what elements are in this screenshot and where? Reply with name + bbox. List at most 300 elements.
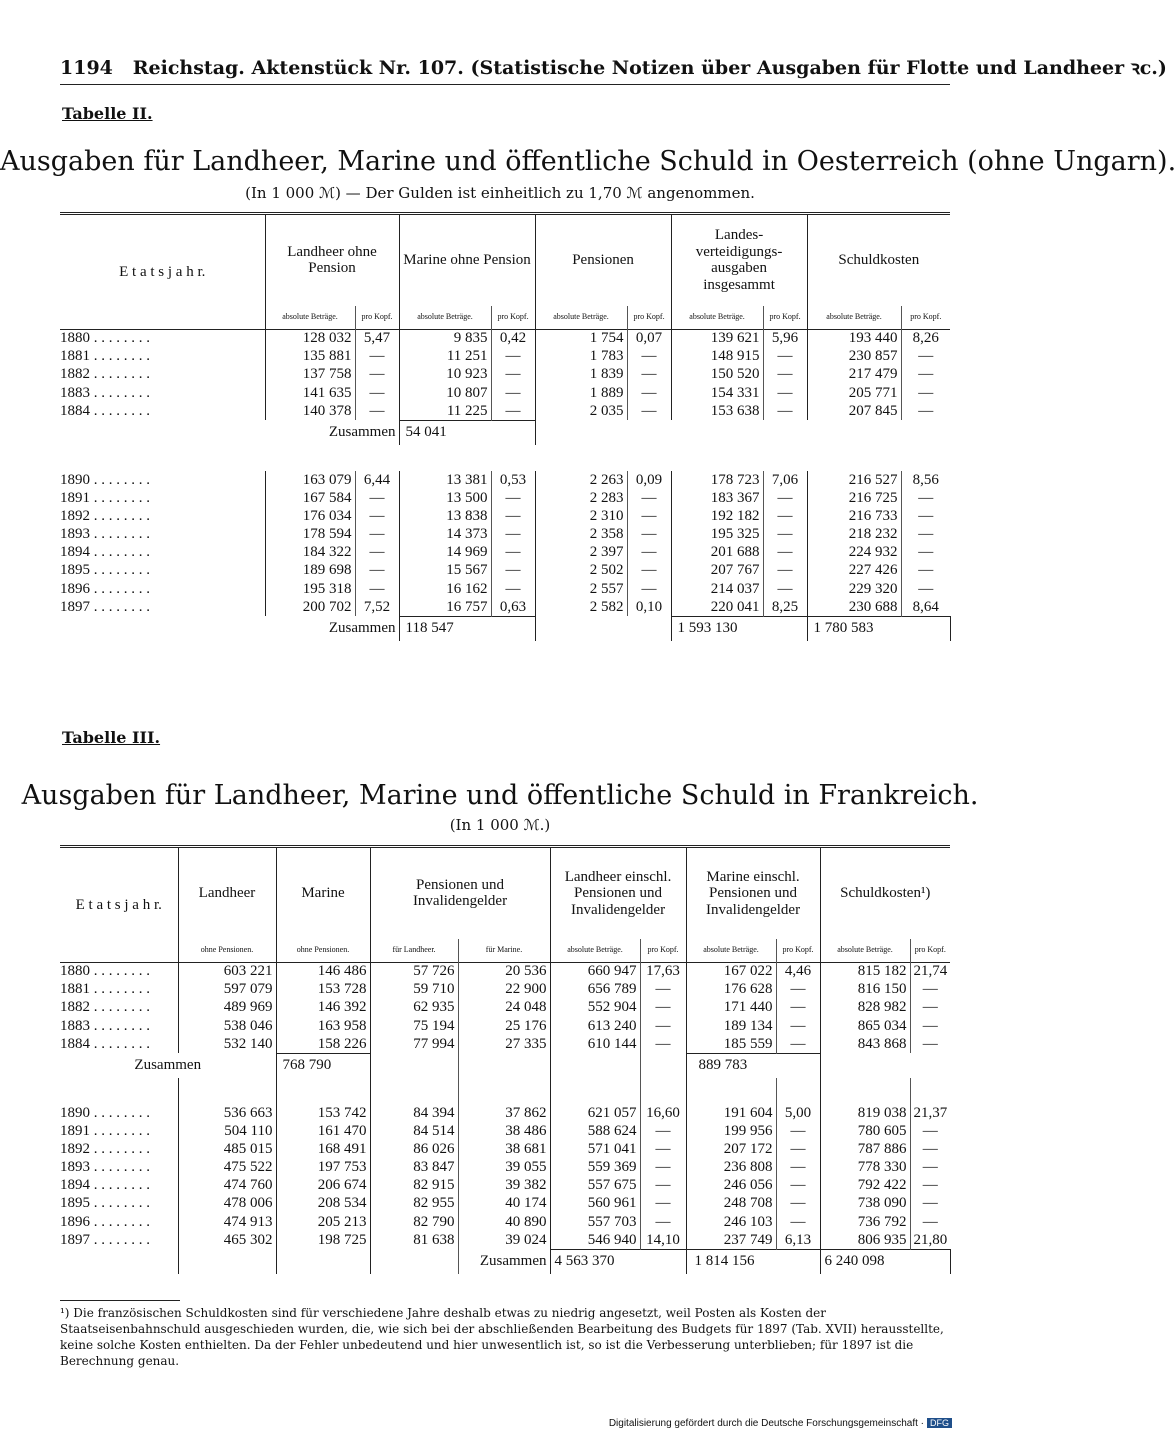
year-cell: 1891 . . . . . . . . bbox=[60, 1122, 178, 1140]
table-row bbox=[60, 981, 950, 999]
schuld-value: 780 605 bbox=[820, 1122, 910, 1140]
header-rule bbox=[60, 84, 950, 85]
page-number: 1194 bbox=[60, 57, 113, 79]
schuld-value: 865 034 bbox=[820, 1017, 910, 1035]
schuld-value: 792 422 bbox=[820, 1177, 910, 1195]
table2-group-2 bbox=[60, 471, 950, 617]
landheer-einschl-value: 613 240 bbox=[550, 1017, 640, 1035]
table-row bbox=[60, 1177, 950, 1195]
marine-einschl-value: 171 440 bbox=[686, 999, 776, 1017]
marine-value: 16 162 bbox=[399, 580, 491, 598]
schuld-per-capita: — bbox=[922, 981, 938, 998]
table2 bbox=[60, 212, 951, 641]
table-row bbox=[60, 1213, 950, 1231]
pension-landheer-value: 82 790 bbox=[370, 1213, 458, 1231]
pension-landheer-value: 77 994 bbox=[370, 1035, 458, 1053]
schuld-value: 218 232 bbox=[807, 526, 901, 544]
schuld-per-capita: 8,26 bbox=[912, 330, 939, 347]
landheer-einschl-header: Landheer einschl. Pensionen und Invalidengelder bbox=[550, 847, 686, 939]
marine-value: 11 225 bbox=[399, 402, 491, 420]
landheer-value: 474 913 bbox=[178, 1213, 276, 1231]
marine-value: 198 725 bbox=[276, 1231, 370, 1249]
landheer-value: 504 110 bbox=[178, 1122, 276, 1140]
landheer-einschl-value: 571 041 bbox=[550, 1140, 640, 1158]
landheer-einschl-per-capita: — bbox=[640, 1213, 686, 1231]
marine-einschl-value: 237 749 bbox=[686, 1231, 776, 1249]
pensionen-value: 2 582 bbox=[535, 598, 627, 616]
schuld-per-capita: — bbox=[918, 507, 934, 524]
landheer-einschl-value: 660 947 bbox=[550, 963, 640, 981]
pensionen-per-capita: — bbox=[627, 489, 671, 507]
year-header: E t a t s j a h r. bbox=[60, 847, 178, 963]
pensionen-value: 2 557 bbox=[535, 580, 627, 598]
landheer-value: 536 663 bbox=[178, 1104, 276, 1122]
dfg-logo-icon: DFG bbox=[927, 1418, 952, 1428]
landes-per-capita: 5,96 bbox=[763, 330, 807, 348]
landes-per-capita: — bbox=[763, 366, 807, 384]
year-cell: 1883 . . . . . . . . bbox=[60, 1017, 178, 1035]
landes-value: 178 723 bbox=[671, 471, 763, 489]
marine-per-capita: — bbox=[491, 402, 535, 420]
year-cell: 1892 . . . . . . . . bbox=[60, 507, 265, 525]
pro-subheader: pro Kopf. bbox=[627, 306, 671, 330]
schuld-value: 828 982 bbox=[820, 999, 910, 1017]
year-cell: 1894 . . . . . . . . bbox=[60, 544, 265, 562]
schuld-per-capita: 21,80 bbox=[913, 1231, 948, 1248]
pension-marine-value: 38 486 bbox=[458, 1122, 550, 1140]
table-row bbox=[60, 999, 950, 1017]
landheer-einschl-per-capita: 17,63 bbox=[640, 963, 686, 981]
schuld-value: 216 733 bbox=[807, 507, 901, 525]
marine-einschl-per-capita: — bbox=[776, 1122, 820, 1140]
pension-landheer-value: 57 726 bbox=[370, 963, 458, 981]
pension-landheer-value: 83 847 bbox=[370, 1159, 458, 1177]
schuld-per-capita: — bbox=[922, 1159, 938, 1176]
landheer-per-capita: — bbox=[355, 366, 399, 384]
table3-subtitle: (In 1 000 ℳ.) bbox=[449, 816, 551, 834]
landheer-header: Landheer ohne Pension bbox=[265, 214, 399, 306]
pension-landheer-value: 84 394 bbox=[370, 1104, 458, 1122]
marine-einschl-value: 185 559 bbox=[686, 1035, 776, 1053]
abs-subheader: absolute Beträge. bbox=[265, 306, 355, 330]
pension-landheer-value: 62 935 bbox=[370, 999, 458, 1017]
landheer-einschl-value: 610 144 bbox=[550, 1035, 640, 1053]
schuld-value: 193 440 bbox=[807, 330, 901, 348]
landheer-einschl-per-capita: — bbox=[640, 1017, 686, 1035]
marine-einschl-per-capita: — bbox=[776, 1159, 820, 1177]
landheer-value: 140 378 bbox=[265, 402, 355, 420]
landheer-per-capita: — bbox=[355, 580, 399, 598]
pro-subheader: pro Kopf. bbox=[914, 944, 946, 954]
schuld-per-capita: — bbox=[918, 384, 934, 401]
marine-value: 15 567 bbox=[399, 562, 491, 580]
marine-value: 168 491 bbox=[276, 1140, 370, 1158]
pensionen-value: 2 035 bbox=[535, 402, 627, 420]
pension-marine-value: 25 176 bbox=[458, 1017, 550, 1035]
year-cell: 1895 . . . . . . . . bbox=[60, 562, 265, 580]
table3-total-le: 4 563 370 bbox=[550, 1249, 686, 1274]
pensionen-header: Pensionen bbox=[535, 214, 671, 306]
total-label: Zusammen bbox=[60, 420, 399, 445]
running-title: Reichstag. Aktenstück Nr. 107. (Statistische Notizen über Ausgaben für Flotte und Landheer ꝛc.) bbox=[132, 57, 1167, 79]
landheer-einschl-per-capita: — bbox=[640, 999, 686, 1017]
landheer-per-capita: — bbox=[355, 489, 399, 507]
pensionen-per-capita: — bbox=[627, 507, 671, 525]
footnote: ¹) Die französischen Schuldkosten sind für verschiedene Jahre deshalb etwas zu niedrig angesetzt, weil Posten als Kosten der Staatseisenbahnschuld ausgeschieden wurden, die, wie sich bei der abschließenden Bearbeitung des Budgets für 1897 (Tab. XVII) herausstellte, keine solche Kosten enthielten. Da der Fehler unbedeutend und hier unwesentlich ist, so ist die Verbesserung unterblieben; für 1897 ist die Berechnung genau. bbox=[60, 1306, 944, 1368]
schuld-per-capita: — bbox=[922, 1195, 938, 1212]
marine-einschl-per-capita: — bbox=[776, 1195, 820, 1213]
marine-einschl-value: 248 708 bbox=[686, 1195, 776, 1213]
pensionen-value: 2 310 bbox=[535, 507, 627, 525]
landheer-value: 485 015 bbox=[178, 1140, 276, 1158]
schuld-value: 816 150 bbox=[820, 981, 910, 999]
marine-einschl-per-capita: — bbox=[776, 1017, 820, 1035]
schuld-value: 216 725 bbox=[807, 489, 901, 507]
landes-per-capita: — bbox=[763, 384, 807, 402]
fuer-landheer-subheader: für Landheer. bbox=[370, 939, 458, 963]
schuld-value: 207 845 bbox=[807, 402, 901, 420]
abs-subheader: absolute Beträge. bbox=[535, 306, 627, 330]
landheer-einschl-per-capita: — bbox=[640, 1035, 686, 1053]
landes-per-capita: — bbox=[763, 526, 807, 544]
landheer-einschl-per-capita: — bbox=[640, 1140, 686, 1158]
schuld-value: 216 527 bbox=[807, 471, 901, 489]
year-cell: 1896 . . . . . . . . bbox=[60, 580, 265, 598]
footnote-rule bbox=[60, 1300, 180, 1301]
landes-value: 192 182 bbox=[671, 507, 763, 525]
table-row bbox=[60, 471, 950, 489]
marine-value: 153 742 bbox=[276, 1104, 370, 1122]
pro-subheader: pro Kopf. bbox=[640, 939, 686, 963]
marine-value: 11 251 bbox=[399, 348, 491, 366]
marine-value: 208 534 bbox=[276, 1195, 370, 1213]
table2-total-row-2 bbox=[60, 616, 950, 641]
landes-per-capita: — bbox=[763, 507, 807, 525]
year-cell: 1880 . . . . . . . . bbox=[60, 963, 178, 981]
schuld-value: 227 426 bbox=[807, 562, 901, 580]
landes-per-capita: — bbox=[763, 402, 807, 420]
marine-einschl-value: 191 604 bbox=[686, 1104, 776, 1122]
year-cell: 1890 . . . . . . . . bbox=[60, 1104, 178, 1122]
table3-title: Ausgaben für Landheer, Marine und öffentliche Schuld in Frankreich. bbox=[21, 780, 979, 811]
total-label: Zusammen bbox=[60, 616, 399, 641]
pro-subheader: pro Kopf. bbox=[355, 306, 399, 330]
year-cell: 1884 . . . . . . . . bbox=[60, 1035, 178, 1053]
schuld-per-capita: — bbox=[918, 544, 934, 561]
pensionen-per-capita: — bbox=[627, 544, 671, 562]
schuld-per-capita: 8,56 bbox=[912, 471, 939, 488]
landes-value: 195 325 bbox=[671, 526, 763, 544]
year-cell: 1897 . . . . . . . . bbox=[60, 598, 265, 616]
pensionen-value: 2 502 bbox=[535, 562, 627, 580]
landheer-header: Landheer bbox=[178, 847, 276, 939]
table3-total-marine: 768 790 bbox=[276, 1053, 370, 1078]
landheer-per-capita: — bbox=[355, 348, 399, 366]
table-row bbox=[60, 402, 950, 420]
abs-subheader: absolute Beträge. bbox=[671, 306, 763, 330]
pensionen-value: 2 283 bbox=[535, 489, 627, 507]
schuld-value: 738 090 bbox=[820, 1195, 910, 1213]
marine-per-capita: — bbox=[491, 562, 535, 580]
landheer-per-capita: — bbox=[355, 526, 399, 544]
marine-per-capita: 0,63 bbox=[491, 598, 535, 616]
pension-marine-value: 24 048 bbox=[458, 999, 550, 1017]
landheer-value: 178 594 bbox=[265, 526, 355, 544]
table-row bbox=[60, 1104, 950, 1122]
pro-subheader: pro Kopf. bbox=[491, 306, 535, 330]
schuld-value: 224 932 bbox=[807, 544, 901, 562]
total-label: Zusammen bbox=[458, 1249, 550, 1274]
landes-per-capita: — bbox=[763, 562, 807, 580]
credit-text: Digitalisierung gefördert durch die Deutsche Forschungsgemeinschaft · bbox=[608, 1418, 924, 1429]
marine-einschl-value: 246 103 bbox=[686, 1213, 776, 1231]
year-cell: 1890 . . . . . . . . bbox=[60, 471, 265, 489]
table-row bbox=[60, 562, 950, 580]
table-row bbox=[60, 1159, 950, 1177]
pension-marine-value: 40 890 bbox=[458, 1213, 550, 1231]
landheer-value: 200 702 bbox=[265, 598, 355, 616]
pensionen-per-capita: 0,07 bbox=[627, 330, 671, 348]
table-row bbox=[60, 507, 950, 525]
marine-value: 146 486 bbox=[276, 963, 370, 981]
pensionen-per-capita: — bbox=[627, 384, 671, 402]
marine-per-capita: — bbox=[491, 366, 535, 384]
pension-marine-value: 38 681 bbox=[458, 1140, 550, 1158]
marine-value: 10 923 bbox=[399, 366, 491, 384]
table3-group-2 bbox=[60, 1104, 950, 1250]
schuld-value: 806 935 bbox=[820, 1231, 910, 1249]
pension-marine-value: 40 174 bbox=[458, 1195, 550, 1213]
landheer-value: 135 881 bbox=[265, 348, 355, 366]
pension-landheer-value: 82 915 bbox=[370, 1177, 458, 1195]
table-row bbox=[60, 489, 950, 507]
pensionen-value: 2 358 bbox=[535, 526, 627, 544]
landheer-value: 475 522 bbox=[178, 1159, 276, 1177]
marine-einschl-value: 246 056 bbox=[686, 1177, 776, 1195]
schuld-per-capita: — bbox=[918, 489, 934, 506]
landes-value: 154 331 bbox=[671, 384, 763, 402]
marine-value: 161 470 bbox=[276, 1122, 370, 1140]
landheer-einschl-value: 621 057 bbox=[550, 1104, 640, 1122]
landheer-value: 603 221 bbox=[178, 963, 276, 981]
year-cell: 1883 . . . . . . . . bbox=[60, 384, 265, 402]
landesverteidigung-header: Landes-verteidigungs-ausgaben insgesammt bbox=[671, 214, 807, 306]
total-label: Zusammen bbox=[60, 1053, 276, 1078]
ohne-subheader: ohne Pensionen. bbox=[178, 939, 276, 963]
landheer-einschl-value: 588 624 bbox=[550, 1122, 640, 1140]
marine-value: 205 213 bbox=[276, 1213, 370, 1231]
marine-einschl-per-capita: — bbox=[776, 1140, 820, 1158]
abs-subheader: absolute Beträge. bbox=[807, 306, 901, 330]
year-cell: 1882 . . . . . . . . bbox=[60, 366, 265, 384]
pension-landheer-value: 75 194 bbox=[370, 1017, 458, 1035]
marine-per-capita: — bbox=[491, 384, 535, 402]
landheer-einschl-per-capita: — bbox=[640, 1195, 686, 1213]
schuld-per-capita: — bbox=[922, 1017, 938, 1034]
marine-per-capita: 0,42 bbox=[491, 330, 535, 348]
marine-value: 153 728 bbox=[276, 981, 370, 999]
table-row bbox=[60, 330, 950, 348]
table2-group-1 bbox=[60, 330, 950, 421]
pro-subheader: pro Kopf. bbox=[776, 939, 820, 963]
schuld-value: 230 688 bbox=[807, 598, 901, 616]
landheer-einschl-value: 560 961 bbox=[550, 1195, 640, 1213]
schuld-value: 217 479 bbox=[807, 366, 901, 384]
landheer-value: 141 635 bbox=[265, 384, 355, 402]
marine-einschl-per-capita: 5,00 bbox=[776, 1104, 820, 1122]
marine-einschl-value: 167 022 bbox=[686, 963, 776, 981]
landheer-value: 538 046 bbox=[178, 1017, 276, 1035]
landes-value: 153 638 bbox=[671, 402, 763, 420]
marine-value: 13 500 bbox=[399, 489, 491, 507]
table3-total-row-1 bbox=[60, 1053, 950, 1078]
schuld-per-capita: — bbox=[918, 348, 934, 365]
schuldkosten-header: Schuldkosten¹) bbox=[840, 885, 931, 901]
table-row bbox=[60, 1231, 950, 1249]
marine-einschl-value: 189 134 bbox=[686, 1017, 776, 1035]
schuld-per-capita: — bbox=[918, 402, 934, 419]
landes-value: 139 621 bbox=[671, 330, 763, 348]
marine-per-capita: — bbox=[491, 348, 535, 366]
table3-total-schuld: 6 240 098 bbox=[820, 1249, 950, 1274]
landheer-einschl-per-capita: — bbox=[640, 981, 686, 999]
pension-landheer-value: 84 514 bbox=[370, 1122, 458, 1140]
table2-total-schuld: 1 780 583 bbox=[807, 616, 950, 641]
landheer-einschl-value: 656 789 bbox=[550, 981, 640, 999]
landheer-per-capita: 7,52 bbox=[355, 598, 399, 616]
schuld-value: 736 792 bbox=[820, 1213, 910, 1231]
schuld-value: 819 038 bbox=[820, 1104, 910, 1122]
marine-einschl-per-capita: — bbox=[776, 999, 820, 1017]
pensionen-value: 2 397 bbox=[535, 544, 627, 562]
year-cell: 1895 . . . . . . . . bbox=[60, 1195, 178, 1213]
schuldkosten-header: Schuldkosten bbox=[838, 252, 920, 268]
marine-value: 13 838 bbox=[399, 507, 491, 525]
schuld-per-capita: — bbox=[918, 366, 934, 383]
table3-label: Tabelle III. bbox=[62, 728, 161, 747]
schuld-per-capita: — bbox=[922, 1140, 938, 1157]
marine-per-capita: — bbox=[491, 507, 535, 525]
marine-value: 206 674 bbox=[276, 1177, 370, 1195]
abs-subheader: absolute Beträge. bbox=[686, 939, 776, 963]
landheer-value: 478 006 bbox=[178, 1195, 276, 1213]
landheer-per-capita: — bbox=[355, 402, 399, 420]
landheer-value: 176 034 bbox=[265, 507, 355, 525]
landes-per-capita: — bbox=[763, 489, 807, 507]
marine-einschl-value: 176 628 bbox=[686, 981, 776, 999]
landes-per-capita: 7,06 bbox=[763, 471, 807, 489]
landheer-einschl-value: 557 675 bbox=[550, 1177, 640, 1195]
table-row bbox=[60, 598, 950, 616]
table2-total-row-1 bbox=[60, 420, 950, 445]
landheer-value: 474 760 bbox=[178, 1177, 276, 1195]
landes-value: 183 367 bbox=[671, 489, 763, 507]
schuld-per-capita: — bbox=[922, 1035, 938, 1052]
pro-subheader: pro Kopf. bbox=[763, 306, 807, 330]
year-cell: 1893 . . . . . . . . bbox=[60, 1159, 178, 1177]
marine-per-capita: — bbox=[491, 489, 535, 507]
pension-landheer-value: 86 026 bbox=[370, 1140, 458, 1158]
year-cell: 1882 . . . . . . . . bbox=[60, 999, 178, 1017]
marine-value: 9 835 bbox=[399, 330, 491, 348]
ohne-subheader: ohne Pensionen. bbox=[276, 939, 370, 963]
schuld-per-capita: — bbox=[922, 1213, 938, 1230]
schuld-value: 230 857 bbox=[807, 348, 901, 366]
schuld-per-capita: 21,37 bbox=[913, 1104, 948, 1121]
landheer-einschl-per-capita: — bbox=[640, 1122, 686, 1140]
marine-einschl-per-capita: 6,13 bbox=[776, 1231, 820, 1249]
landheer-einschl-value: 552 904 bbox=[550, 999, 640, 1017]
year-cell: 1880 . . . . . . . . bbox=[60, 330, 265, 348]
marine-per-capita: — bbox=[491, 544, 535, 562]
schuld-value: 205 771 bbox=[807, 384, 901, 402]
schuld-per-capita: 8,64 bbox=[912, 598, 939, 615]
table-row bbox=[60, 1122, 950, 1140]
landes-per-capita: — bbox=[763, 580, 807, 598]
landheer-value: 184 322 bbox=[265, 544, 355, 562]
pension-group-header: Pensionen und Invalidengelder bbox=[370, 847, 550, 939]
table-row bbox=[60, 1195, 950, 1213]
marine-einschl-per-capita: — bbox=[776, 1177, 820, 1195]
marine-per-capita: — bbox=[491, 526, 535, 544]
landes-value: 207 767 bbox=[671, 562, 763, 580]
marine-einschl-value: 207 172 bbox=[686, 1140, 776, 1158]
landes-value: 148 915 bbox=[671, 348, 763, 366]
pension-marine-value: 39 382 bbox=[458, 1177, 550, 1195]
running-head bbox=[60, 54, 1167, 80]
abs-subheader: absolute Beträge. bbox=[550, 939, 640, 963]
year-cell: 1884 . . . . . . . . bbox=[60, 402, 265, 420]
landheer-per-capita: — bbox=[355, 544, 399, 562]
marine-value: 14 373 bbox=[399, 526, 491, 544]
table-row bbox=[60, 384, 950, 402]
pension-landheer-value: 59 710 bbox=[370, 981, 458, 999]
pensionen-value: 1 839 bbox=[535, 366, 627, 384]
pensionen-per-capita: 0,10 bbox=[627, 598, 671, 616]
landheer-value: 163 079 bbox=[265, 471, 355, 489]
marine-einschl-per-capita: 4,46 bbox=[776, 963, 820, 981]
landheer-einschl-per-capita: — bbox=[640, 1177, 686, 1195]
landes-value: 201 688 bbox=[671, 544, 763, 562]
year-cell: 1896 . . . . . . . . bbox=[60, 1213, 178, 1231]
landheer-value: 489 969 bbox=[178, 999, 276, 1017]
landheer-einschl-value: 559 369 bbox=[550, 1159, 640, 1177]
table2-total-marine-1: 54 041 bbox=[399, 420, 535, 445]
year-cell: 1892 . . . . . . . . bbox=[60, 1140, 178, 1158]
table-row bbox=[60, 1035, 950, 1053]
table-row bbox=[60, 526, 950, 544]
schuld-value: 229 320 bbox=[807, 580, 901, 598]
landheer-einschl-per-capita: 16,60 bbox=[640, 1104, 686, 1122]
year-cell: 1894 . . . . . . . . bbox=[60, 1177, 178, 1195]
pension-marine-value: 39 024 bbox=[458, 1231, 550, 1249]
pensionen-per-capita: — bbox=[627, 562, 671, 580]
landheer-per-capita: 5,47 bbox=[355, 330, 399, 348]
landheer-per-capita: — bbox=[355, 562, 399, 580]
landheer-einschl-value: 557 703 bbox=[550, 1213, 640, 1231]
table2-title: Ausgaben für Landheer, Marine und öffentliche Schuld in Oesterreich (ohne Ungarn). bbox=[0, 146, 1176, 177]
table2-subtitle: (In 1 000 ℳ) — Der Gulden ist einheitlich zu 1,70 ℳ angenommen. bbox=[245, 184, 755, 202]
marine-value: 10 807 bbox=[399, 384, 491, 402]
pension-landheer-value: 81 638 bbox=[370, 1231, 458, 1249]
abs-subheader: absolute Beträge. bbox=[820, 939, 910, 963]
landheer-value: 128 032 bbox=[265, 330, 355, 348]
marine-value: 14 969 bbox=[399, 544, 491, 562]
pensionen-value: 2 263 bbox=[535, 471, 627, 489]
year-cell: 1881 . . . . . . . . bbox=[60, 348, 265, 366]
marine-value: 158 226 bbox=[276, 1035, 370, 1053]
table2-label: Tabelle II. bbox=[62, 104, 153, 123]
